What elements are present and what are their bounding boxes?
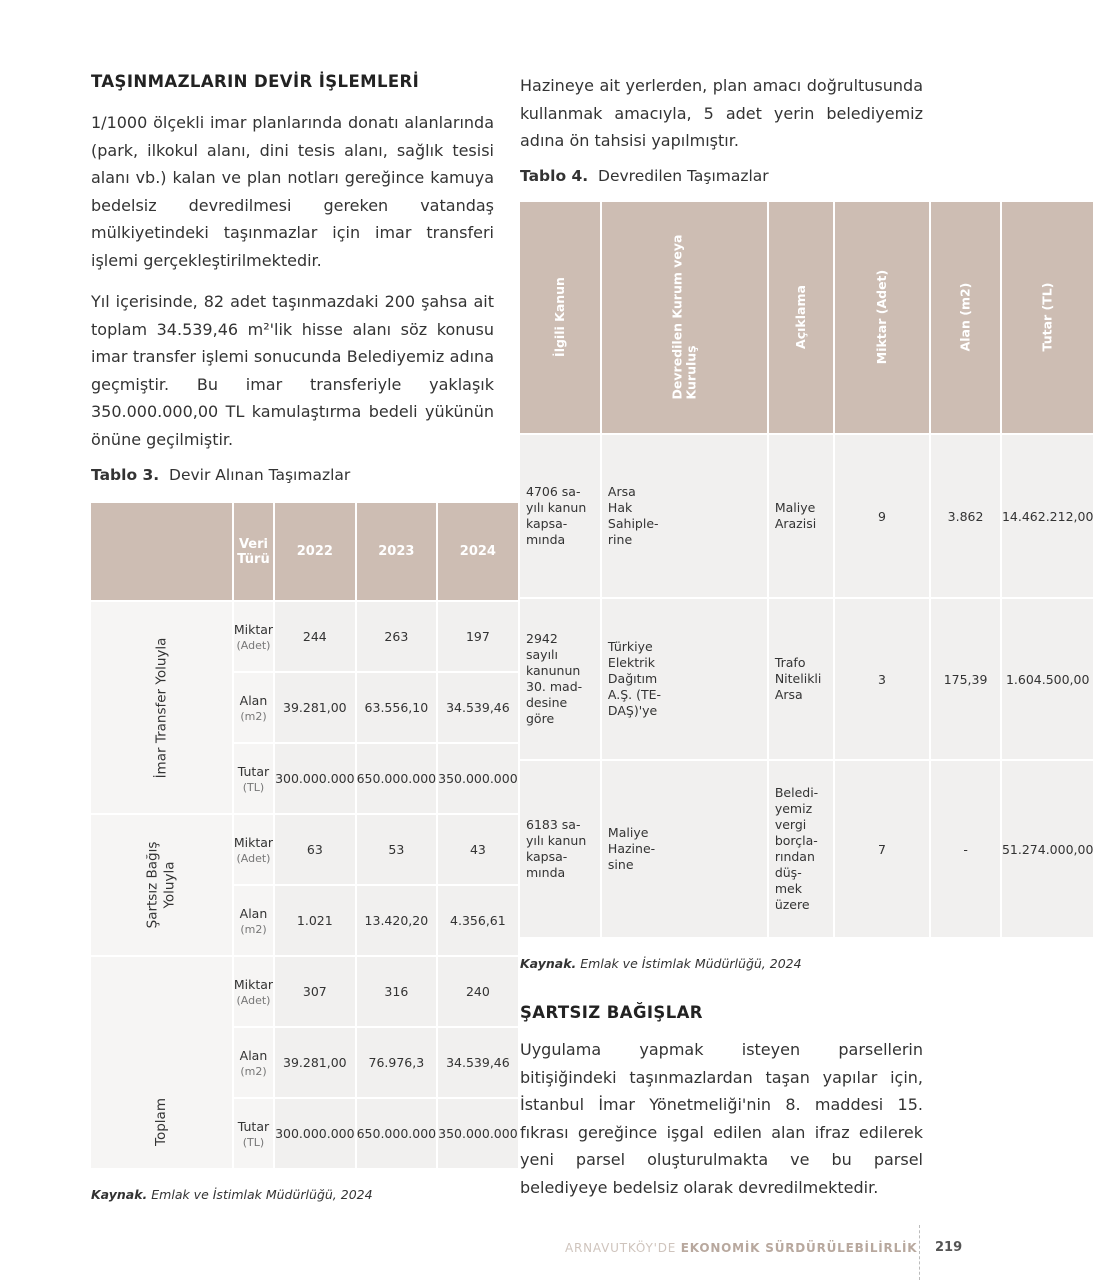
footer-light-text: ARNAVUTKÖY'DE <box>565 1241 677 1255</box>
cell: 350.000.000 <box>438 744 518 813</box>
table-row <box>91 602 518 671</box>
group-toplam: Toplam <box>91 957 232 1168</box>
table-row <box>520 599 1093 759</box>
row-label: Miktar (Adet) <box>234 815 273 884</box>
cell: 39.281,00 <box>275 673 355 742</box>
table-row <box>91 957 518 1026</box>
table4-header-kanun: İlgili Kanun <box>520 202 600 433</box>
cell-kurum: Türkiye Elektrik Dağıtım A.Ş. (TE- DAŞ)'ye <box>602 599 767 759</box>
table3-label: Tablo 3. <box>91 466 160 484</box>
cell-alan: 175,39 <box>931 599 1000 759</box>
cell: 300.000.000 <box>275 1099 355 1168</box>
bagis-paragraph: Uygulama yapmak isteyen parsellerin bitişiğindeki taşınmazlardan taşan yapılar için, İstanbul İmar Yönetmeliği'nin 8. maddesi 15. fıkrası gereğince işgal edilen alan ifraz edilerek yeni parsel oluşturulmakta ve bu parsel belediyeye bedelsiz olarak devredilmektedir. <box>520 1040 923 1197</box>
table4 <box>518 200 1095 939</box>
cell-aciklama: Maliye Arazisi <box>769 435 833 597</box>
intro-paragraph: 1/1000 ölçekli imar planlarında donatı alanlarında (park, ilkokul alanı, dini tesis alanı, sağlık tesisi alanı vb.) kalan ve plan notları gereğince kamuya bedelsiz devredilmesi gereken vatandaş mülkiyetindeki taşınmazlar için imar transferi işlemi gerçekleştirilmektedir. <box>91 113 494 270</box>
cell: 76.976,3 <box>357 1028 437 1097</box>
cell-miktar: 7 <box>835 761 929 937</box>
row-label: Alan (m2) <box>234 1028 273 1097</box>
table3-header-2022: 2022 <box>275 503 355 600</box>
row-label: Alan (m2) <box>234 673 273 742</box>
cell: 53 <box>357 815 437 884</box>
cell: 316 <box>357 957 437 1026</box>
cell-miktar: 9 <box>835 435 929 597</box>
cell: 1.021 <box>275 886 355 955</box>
transfer-paragraph: Yıl içerisinde, 82 adet taşınmazdaki 200 şahsa ait toplam 34.539,46 m²'lik hisse alanı söz konusu imar transfer işlemi sonucunda Belediyemiz adına geçmiştir. Bu imar transferiyle yaklaşık 350.000.000,00 TL kamulaştırma bedeli yükünün önüne geçilmiştir. <box>91 292 494 449</box>
cell: 39.281,00 <box>275 1028 355 1097</box>
cell: 63 <box>275 815 355 884</box>
cell-kurum: Maliye Hazine- sine <box>602 761 767 937</box>
cell-tutar: 14.462.212,00 <box>1002 435 1093 597</box>
table4-header-tutar: Tutar (TL) <box>1002 202 1093 433</box>
table3 <box>89 501 520 1170</box>
cell: 650.000.000 <box>357 1099 437 1168</box>
cell: 43 <box>438 815 518 884</box>
row-label: Tutar (TL) <box>234 1099 273 1168</box>
cell-miktar: 3 <box>835 599 929 759</box>
row-label: Alan (m2) <box>234 886 273 955</box>
group-sartsiz-bagis: Şartsız Bağış Yoluyla <box>91 815 232 955</box>
table3-header-2024: 2024 <box>438 503 518 600</box>
table3-header-2023: 2023 <box>357 503 437 600</box>
cell: 650.000.000 <box>357 744 437 813</box>
table4-header-alan: Alan (m2) <box>931 202 1000 433</box>
table3-title: Devir Alınan Taşımazlar <box>169 466 351 484</box>
footer-bold-text: EKONOMİK SÜRDÜRÜLEBİLİRLİK <box>680 1241 918 1255</box>
table3-caption <box>91 466 494 484</box>
right-lower-column <box>520 1003 923 1201</box>
table-row <box>91 815 518 884</box>
table4-source: Kaynak. Emlak ve İstimlak Müdürlüğü, 2024 <box>520 956 802 971</box>
table3-header-row <box>91 503 518 600</box>
cell-alan: 3.862 <box>931 435 1000 597</box>
cell: 4.356,61 <box>438 886 518 955</box>
cell-aciklama: Trafo Nitelikli Arsa <box>769 599 833 759</box>
cell: 240 <box>438 957 518 1026</box>
row-label: Tutar (TL) <box>234 744 273 813</box>
table-row <box>520 435 1093 597</box>
tahsis-paragraph: Hazineye ait yerlerden, plan amacı doğrultusunda kullanmak amacıyla, 5 adet yerin belediyemiz adına ön tahsisi yapılmıştır. <box>520 76 923 150</box>
cell: 63.556,10 <box>357 673 437 742</box>
table4-label: Tablo 4. <box>520 166 589 185</box>
cell: 197 <box>438 602 518 671</box>
table4-title: Devredilen Taşımazlar <box>598 166 769 185</box>
table4-header-kurum: Devredilen Kurum veya Kuruluş <box>602 202 767 433</box>
table3-header-empty <box>91 503 232 600</box>
cell-tutar: 1.604.500,00 <box>1002 599 1093 759</box>
cell-kurum: Arsa Hak Sahiple- rine <box>602 435 767 597</box>
table4-header-miktar: Miktar (Adet) <box>835 202 929 433</box>
section-heading-devir: TAŞINMAZLARIN DEVİR İŞLEMLERİ <box>91 72 420 91</box>
cell: 34.539,46 <box>438 673 518 742</box>
right-column <box>520 72 923 185</box>
cell: 300.000.000 <box>275 744 355 813</box>
table4-header-aciklama: Açıklama <box>769 202 833 433</box>
page-number: 219 <box>935 1240 963 1255</box>
section-heading-bagislar: ŞARTSIZ BAĞIŞLAR <box>520 1003 703 1022</box>
cell: 307 <box>275 957 355 1026</box>
table-row <box>520 761 1093 937</box>
footer-divider <box>919 1225 920 1280</box>
cell-alan: - <box>931 761 1000 937</box>
table3-header-type: Veri Türü <box>234 503 273 600</box>
cell: 34.539,46 <box>438 1028 518 1097</box>
cell-tutar: 51.274.000,00 <box>1002 761 1093 937</box>
left-column <box>91 72 494 484</box>
group-imar-transfer: İmar Transfer Yoluyla <box>91 602 232 813</box>
table4-caption <box>520 167 923 185</box>
cell: 13.420,20 <box>357 886 437 955</box>
table3-source: Kaynak. Emlak ve İstimlak Müdürlüğü, 2024 <box>91 1187 373 1202</box>
row-label: Miktar (Adet) <box>234 957 273 1026</box>
cell: 244 <box>275 602 355 671</box>
cell-kanun: 4706 sa- yılı kanun kapsa- mında <box>520 435 600 597</box>
cell-kanun: 2942 sayılı kanunun 30. mad- desine göre <box>520 599 600 759</box>
row-label: Miktar (Adet) <box>234 602 273 671</box>
cell: 350.000.000 <box>438 1099 518 1168</box>
table4-header-row <box>520 202 1093 433</box>
running-footer <box>565 1241 917 1255</box>
cell-kanun: 6183 sa- yılı kanun kapsa- mında <box>520 761 600 937</box>
cell-aciklama: Beledi- yemiz vergi borçla- rından düş- mek üzere <box>769 761 833 937</box>
cell: 263 <box>357 602 437 671</box>
